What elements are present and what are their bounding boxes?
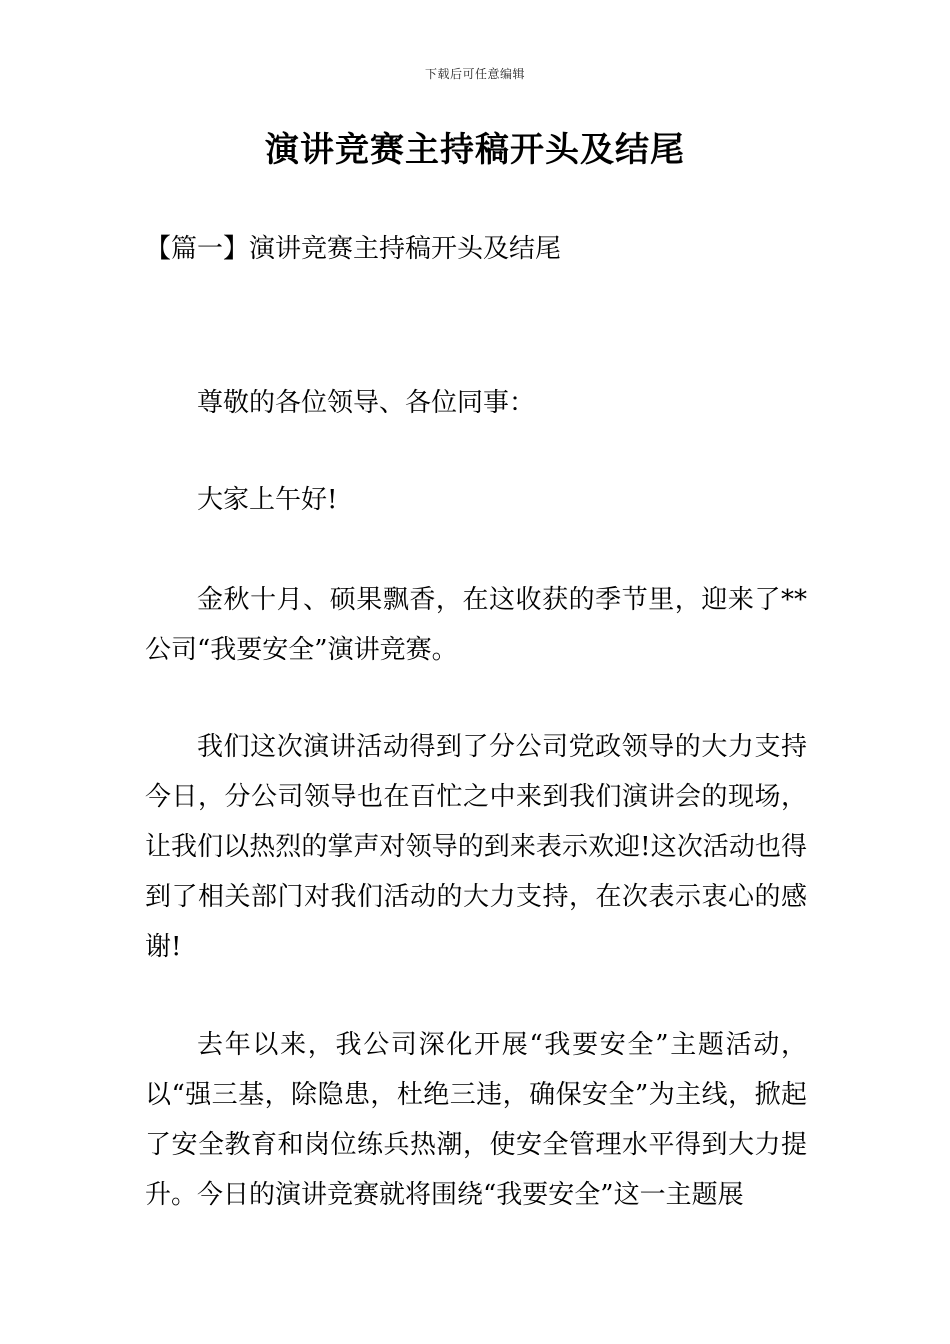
paragraph-thanks: 我们这次演讲活动得到了分公司党政领导的大力支持今日，分公司领导也在百忙之中来到我们演讲会的现场，让我们以热烈的掌声对领导的到来表示欢迎!这次活动也得到了相关部门对我们活动的大力支持，在次表示衷心的感谢! [145, 732, 807, 962]
paragraph-greeting: 尊敬的各位领导、各位同事： [197, 388, 536, 418]
section-heading: 【篇一】演讲竞赛主持稿开头及结尾 [145, 234, 562, 264]
paragraph-hello: 大家上午好! [197, 485, 338, 515]
header-note: 下载后可任意编辑 [424, 67, 525, 81]
document-title: 演讲竞赛主持稿开头及结尾 [265, 130, 685, 170]
paragraph-autumn: 金秋十月、硕果飘香，在这收获的季节里，迎来了**公司“我要安全”演讲竞赛。 [145, 585, 807, 665]
paragraph-last-year: 去年以来，我公司深化开展“我要安全”主题活动，以“强三基，除隐患，杜绝三违，确保安全”为主线，掀起了安全教育和岗位练兵热潮，使安全管理水平得到大力提升。今日的演讲竞赛就将围绕“我要安全”这一主题展 [145, 1030, 807, 1210]
